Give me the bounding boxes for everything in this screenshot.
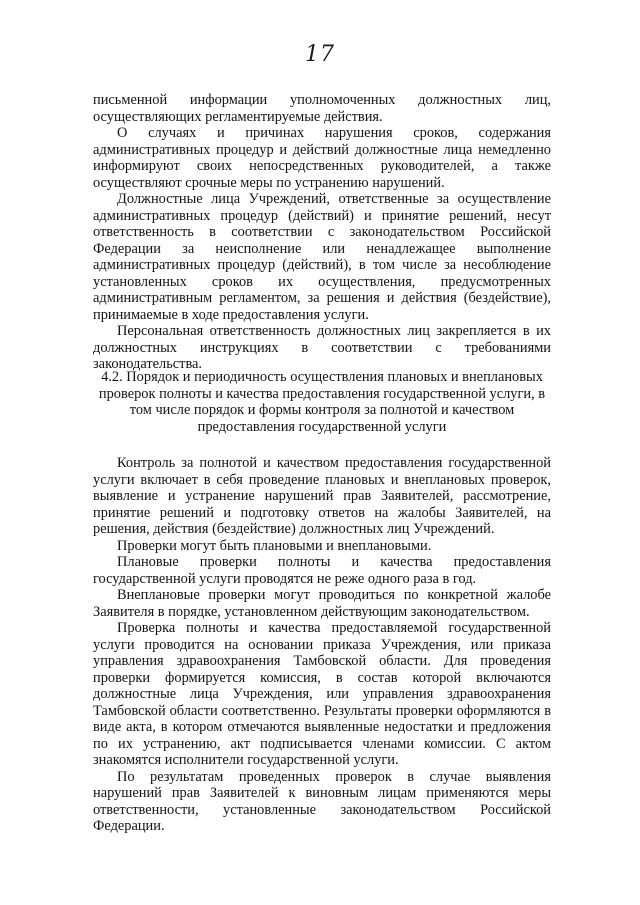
paragraph: Контроль за полнотой и качеством предоставления государственной услуги включает в себя проведение плановых и внеплановых проверок, выявление и устранение нарушений прав Заявителей, рассмотрение, принятие решений и подготовку ответов на жалобы Заявителей, на решения, действия (бездействие) должностных лиц Учреждений. bbox=[93, 455, 551, 537]
paragraph: О случаях и причинах нарушения сроков, содержания административных процедур и действий должностные лица немедленно информируют своих непосредственных руководителей, а также осуществляют срочные меры по устранению нарушений. bbox=[93, 125, 551, 191]
text-block-bottom bbox=[93, 369, 551, 835]
paragraph: Внеплановые проверки могут проводиться по конкретной жалобе Заявителя в порядке, установленном действующим законодательством. bbox=[93, 587, 551, 620]
paragraph: Плановые проверки полноты и качества предоставления государственной услуги проводятся не реже одного раза в год. bbox=[93, 554, 551, 587]
page-number: 17 bbox=[305, 42, 335, 67]
paragraph: Персональная ответственность должностных лиц закрепляется в их должностных инструкциях в соответствии с требованиями законодательства. bbox=[93, 323, 551, 372]
paragraph: Проверки могут быть плановыми и внеплановыми. bbox=[117, 537, 432, 554]
text-block-top bbox=[93, 92, 551, 373]
spacer bbox=[93, 435, 551, 455]
paragraph: Проверка полноты и качества предоставляемой государственной услуги проводится на основании приказа Учреждения, или приказа управления здравоохранения Тамбовской области. Для проведения проверки формируется комиссия, в состав которой включаются должностные лица Учреждения, или управления здравоохранения Тамбовской области соответственно. Результаты проверки оформляются в виде акта, в котором отмечаются выявленные недостатки и предложения по их устранению, акт подписывается членами комиссии. С актом знакомятся исполнители государственной услуги. bbox=[93, 620, 551, 768]
paragraph: По результатам проведенных проверок в случае выявления нарушений прав Заявителей к виновным лицам применяются меры ответственности, установленные законодательством Российской Федерации. bbox=[93, 768, 551, 834]
paragraph: Должностные лица Учреждений, ответственные за осуществление административных процедур (действий) и принятие решений, несут ответственность в соответствии с законодательством Российской Федерации за неисполнение или ненадлежащее выполнение административных процедур (действий), в том числе за несоблюдение установленных сроков их осуществления, предусмотренных административным регламентом, за решения и действия (бездействие), принимаемые в ходе предоставления услуги. bbox=[93, 191, 551, 323]
section-heading: 4.2. Порядок и периодичность осуществления плановых и внеплановых проверок полноты и качества предоставления государственной услуги, в том числе порядок и формы контроля за полнотой и качеством предоставления государственной услуги bbox=[98, 369, 546, 435]
paragraph: письменной информации уполномоченных должностных лиц, осуществляющих регламентируемые действия. bbox=[93, 92, 551, 125]
